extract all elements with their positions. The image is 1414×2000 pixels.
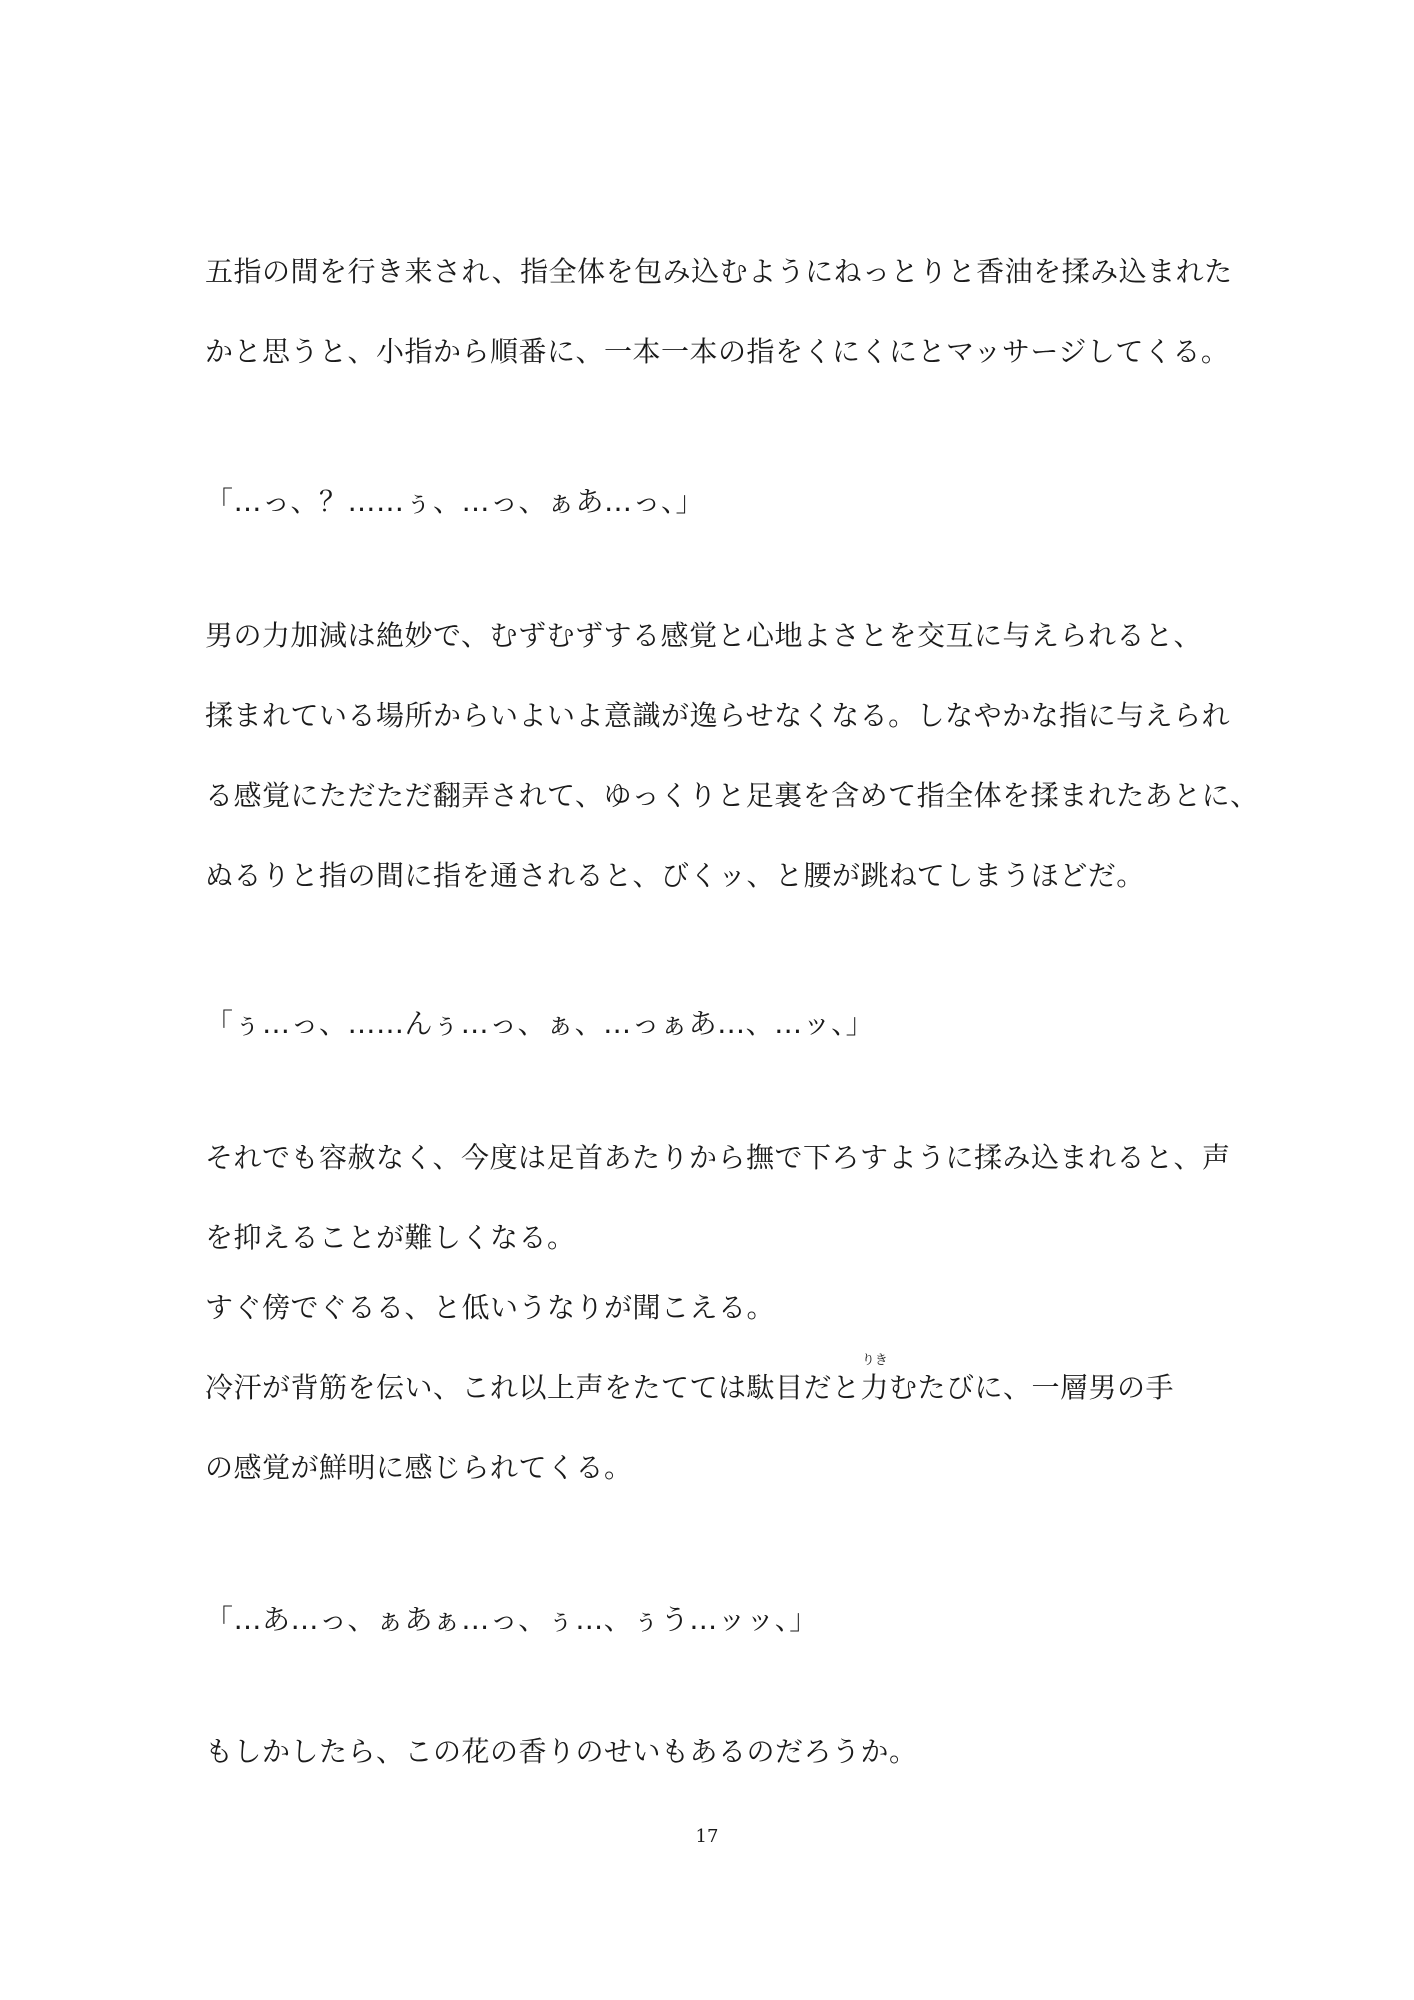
text-line-3: 男の力加減は絶妙で、むずむずする感覚と心地よさとを交互に与えられると、 (205, 619, 1202, 652)
text-line-11: の感覚が鮮明に感じられてくる。 (205, 1451, 633, 1484)
text-line-8: を抑えることが難しくなる。 (205, 1221, 576, 1254)
text-line-7: それでも容赦なく、今度は足首あたりから撫で下ろすように揉み込まれると、声 (205, 1141, 1231, 1174)
text-line-10-ruby (205, 1353, 1175, 1404)
ruby-line-before: 冷汗が背筋を伝い、これ以上声をたてては駄目だと (205, 1371, 861, 1404)
ruby-annotation (860, 1353, 890, 1404)
text-line-5: る感覚にただただ翻弄されて、ゆっくりと足裏を含めて指全体を揉まれたあとに、 (205, 779, 1259, 812)
text-line-9: すぐ傍でぐるる、と低いうなりが聞こえる。 (205, 1291, 776, 1324)
page-number: 17 (695, 1826, 719, 1847)
text-line-1: 五指の間を行き来され、指全体を包み込むようにねっとりと香油を揉み込まれた (205, 255, 1233, 288)
ruby-reading: りき (861, 1353, 888, 1368)
text-line-4: 揉まれている場所からいよいよ意識が逸らせなくなる。しなやかな指に与えられ (205, 699, 1231, 732)
dialogue-line-2: 「ぅ…っ、……んぅ…っ、ぁ、…っぁあ…、…ッ、」 (205, 1007, 875, 1040)
text-line-6: ぬるりと指の間に指を通されると、びくッ、と腰が跳ねてしまうほどだ。 (205, 859, 1145, 892)
text-line-12: もしかしたら、この花の香りのせいもあるのだろうか。 (205, 1735, 918, 1768)
dialogue-line-1: 「…っ、？……ぅ、…っ、ぁあ…っ、」 (205, 485, 705, 518)
text-line-2: かと思うと、小指から順番に、一本一本の指をくにくにとマッサージしてくる。 (205, 335, 1230, 368)
ruby-line-after: むたびに、一層男の手 (889, 1371, 1175, 1404)
dialogue-line-3: 「…あ…っ、ぁあぁ…っ、ぅ…、ぅう…ッッ、」 (205, 1603, 818, 1636)
ruby-base: 力 (860, 1371, 890, 1404)
